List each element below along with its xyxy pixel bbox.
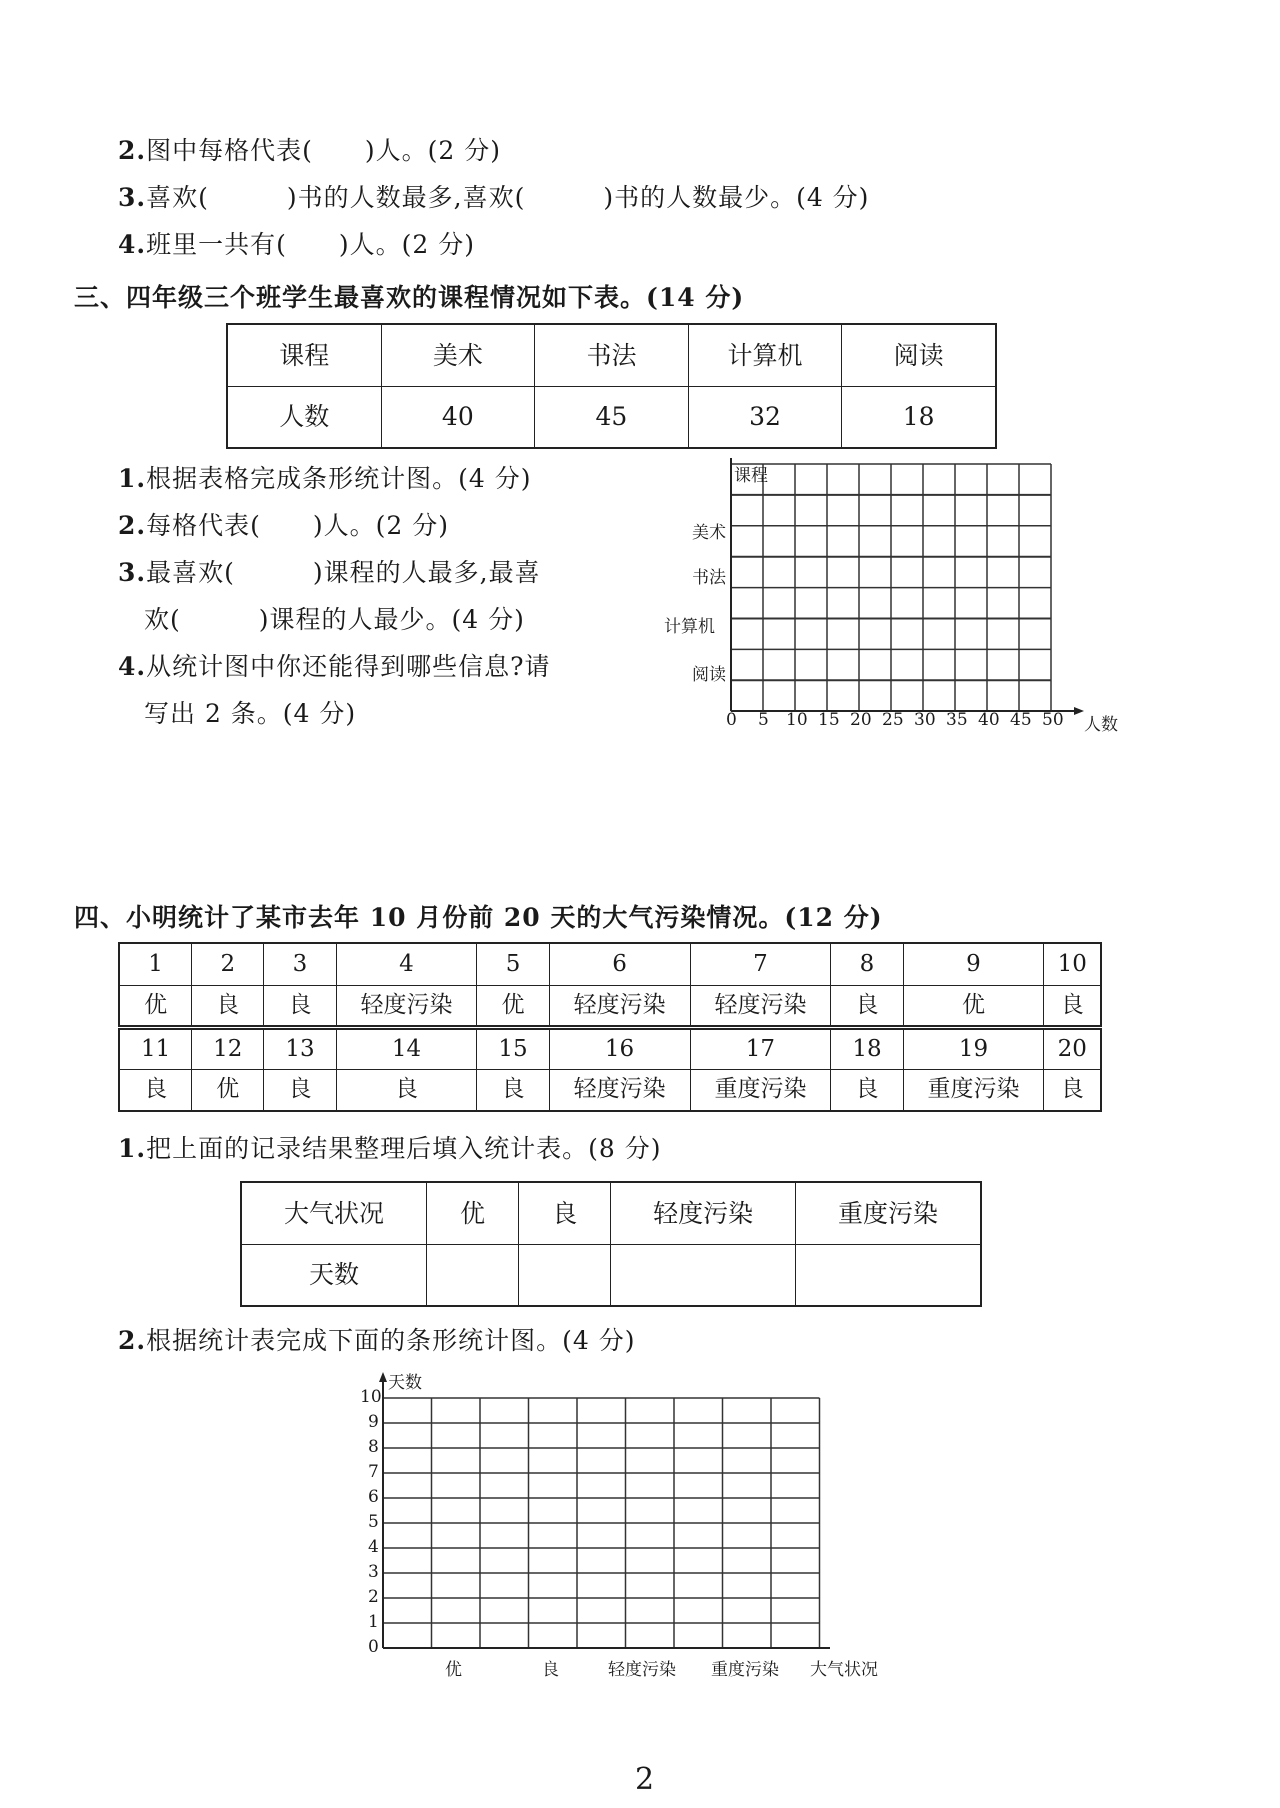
s4-question-1: 1.把上面的记录结果整理后填入统计表。(8 分) (118, 1134, 662, 1163)
record-status-cell: 轻度污染 (549, 1069, 690, 1111)
course-x-tick-label: 50 (1042, 710, 1064, 730)
pollution-record-table (118, 942, 1102, 1112)
course-header-cell: 美术 (381, 324, 535, 386)
record-day-cell: 17 (690, 1027, 831, 1069)
record-day-cell: 20 (1044, 1027, 1101, 1069)
record-status-cell: 优 (477, 985, 549, 1027)
stat-blank-cell[interactable] (519, 1244, 611, 1306)
pollution-chart-x-title: 大气状况 (810, 1660, 878, 1680)
course-grid-lines (731, 464, 1051, 711)
pollution-y-tick-label: 10 (360, 1387, 382, 1407)
course-chart-y-title: 课程 (734, 466, 768, 486)
record-status-cell: 良 (192, 985, 264, 1027)
stat-header-cell: 轻度污染 (611, 1182, 796, 1244)
s3-question-2: 2.每格代表( )人。(2 分) (118, 511, 449, 540)
pollution-bar-chart-grid (360, 1368, 840, 1658)
stat-header-cell: 良 (519, 1182, 611, 1244)
pollution-y-tick-label: 0 (368, 1637, 379, 1657)
course-x-tick-label: 40 (978, 710, 1000, 730)
course-chart-x-title: 人数 (1084, 715, 1118, 735)
pollution-y-tick-label: 4 (368, 1537, 379, 1557)
record-day-cell: 14 (336, 1027, 477, 1069)
s3-question-4-cont: 写出 2 条。(4 分) (144, 699, 357, 728)
record-status-cell: 重度污染 (903, 1069, 1044, 1111)
record-status-cell: 良 (831, 1069, 903, 1111)
s3-question-3: 3.最喜欢( )课程的人最多,最喜 (118, 558, 541, 587)
course-x-tick-label: 5 (758, 710, 769, 730)
record-day-cell: 13 (264, 1027, 336, 1069)
record-status-cell: 良 (1044, 1069, 1101, 1111)
record-day-cell: 1 (119, 943, 192, 985)
record-day-cell: 18 (831, 1027, 903, 1069)
course-x-tick-label: 25 (882, 710, 904, 730)
course-header-cell: 课程 (227, 324, 381, 386)
record-status-cell: 良 (1044, 985, 1101, 1027)
record-day-cell: 9 (903, 943, 1044, 985)
pollution-y-tick-label: 1 (368, 1612, 379, 1632)
course-chart-category: 美术 (692, 523, 726, 543)
question-3-top: 3.喜欢( )书的人数最多,喜欢( )书的人数最少。(4 分) (118, 183, 870, 212)
question-4-top: 4.班里一共有( )人。(2 分) (118, 230, 475, 259)
record-status-cell: 优 (119, 985, 192, 1027)
record-status-cell: 良 (264, 1069, 336, 1111)
record-day-cell: 5 (477, 943, 549, 985)
course-bar-chart-grid (660, 458, 1120, 738)
stat-blank-cell[interactable] (796, 1244, 981, 1306)
record-day-cell: 3 (264, 943, 336, 985)
course-x-tick-label: 30 (914, 710, 936, 730)
s4-question-2: 2.根据统计表完成下面的条形统计图。(4 分) (118, 1326, 636, 1355)
course-header-cell: 书法 (535, 324, 689, 386)
pollution-y-axis-arrow (379, 1372, 387, 1382)
question-2-top: 2.图中每格代表( )人。(2 分) (118, 136, 501, 165)
record-status-cell: 优 (903, 985, 1044, 1027)
pollution-chart-category: 良 (542, 1660, 559, 1680)
page-number: 2 (635, 1762, 655, 1797)
record-day-cell: 10 (1044, 943, 1101, 985)
course-x-tick-label: 15 (818, 710, 840, 730)
course-x-tick-label: 35 (946, 710, 968, 730)
record-day-cell: 19 (903, 1027, 1044, 1069)
record-status-cell: 良 (831, 985, 903, 1027)
pollution-chart-y-title: 天数 (388, 1373, 422, 1393)
record-status-cell: 轻度污染 (549, 985, 690, 1027)
course-table (226, 323, 997, 449)
stat-row-label: 天数 (241, 1244, 426, 1306)
section4-title: 四、小明统计了某市去年 10 月份前 20 天的大气污染情况。(12 分) (74, 903, 883, 932)
pollution-y-tick-label: 8 (368, 1437, 379, 1457)
pollution-grid-lines (383, 1398, 820, 1648)
pollution-y-tick-label: 6 (368, 1487, 379, 1507)
course-count-cell: 32 (688, 386, 842, 448)
record-day-cell: 6 (549, 943, 690, 985)
pollution-stat-table (240, 1181, 982, 1307)
record-status-cell: 良 (264, 985, 336, 1027)
stat-header-cell: 优 (426, 1182, 518, 1244)
pollution-y-tick-label: 7 (368, 1462, 379, 1482)
record-day-cell: 11 (119, 1027, 192, 1069)
record-day-cell: 2 (192, 943, 264, 985)
course-count-cell: 40 (381, 386, 535, 448)
pollution-chart-category: 重度污染 (711, 1660, 779, 1680)
record-day-cell: 12 (192, 1027, 264, 1069)
pollution-y-tick-label: 3 (368, 1562, 379, 1582)
course-count-cell: 45 (535, 386, 689, 448)
record-day-cell: 8 (831, 943, 903, 985)
course-chart-category: 计算机 (664, 617, 715, 637)
course-count-cell: 人数 (227, 386, 381, 448)
course-count-cell: 18 (842, 386, 996, 448)
course-chart-category: 书法 (692, 568, 726, 588)
stat-blank-cell[interactable] (611, 1244, 796, 1306)
pollution-chart-category: 轻度污染 (608, 1660, 676, 1680)
record-status-cell: 重度污染 (690, 1069, 831, 1111)
record-status-cell: 良 (477, 1069, 549, 1111)
record-day-cell: 4 (336, 943, 477, 985)
pollution-y-tick-label: 2 (368, 1587, 379, 1607)
course-x-tick-label: 20 (850, 710, 872, 730)
course-x-tick-label: 45 (1010, 710, 1032, 730)
s3-question-3-cont: 欢( )课程的人最少。(4 分) (144, 605, 525, 634)
stat-header-cell: 重度污染 (796, 1182, 981, 1244)
pollution-y-tick-label: 9 (368, 1412, 379, 1432)
record-status-cell: 优 (192, 1069, 264, 1111)
record-status-cell: 轻度污染 (336, 985, 477, 1027)
record-status-cell: 轻度污染 (690, 985, 831, 1027)
stat-header-cell: 大气状况 (241, 1182, 426, 1244)
record-status-cell: 良 (119, 1069, 192, 1111)
pollution-chart-category: 优 (445, 1660, 462, 1680)
course-header-cell: 阅读 (842, 324, 996, 386)
record-status-cell: 良 (336, 1069, 477, 1111)
course-x-axis-arrow (1074, 707, 1084, 715)
section3-title: 三、四年级三个班学生最喜欢的课程情况如下表。(14 分) (74, 283, 745, 312)
course-x-tick-label: 10 (786, 710, 808, 730)
record-day-cell: 7 (690, 943, 831, 985)
record-day-cell: 15 (477, 1027, 549, 1069)
s3-question-4: 4.从统计图中你还能得到哪些信息?请 (118, 652, 551, 681)
record-day-cell: 16 (549, 1027, 690, 1069)
course-chart-category: 阅读 (692, 665, 726, 685)
course-header-cell: 计算机 (688, 324, 842, 386)
pollution-y-tick-label: 5 (368, 1512, 379, 1532)
course-x-tick-label: 0 (726, 710, 737, 730)
s3-question-1: 1.根据表格完成条形统计图。(4 分) (118, 464, 532, 493)
stat-blank-cell[interactable] (426, 1244, 518, 1306)
